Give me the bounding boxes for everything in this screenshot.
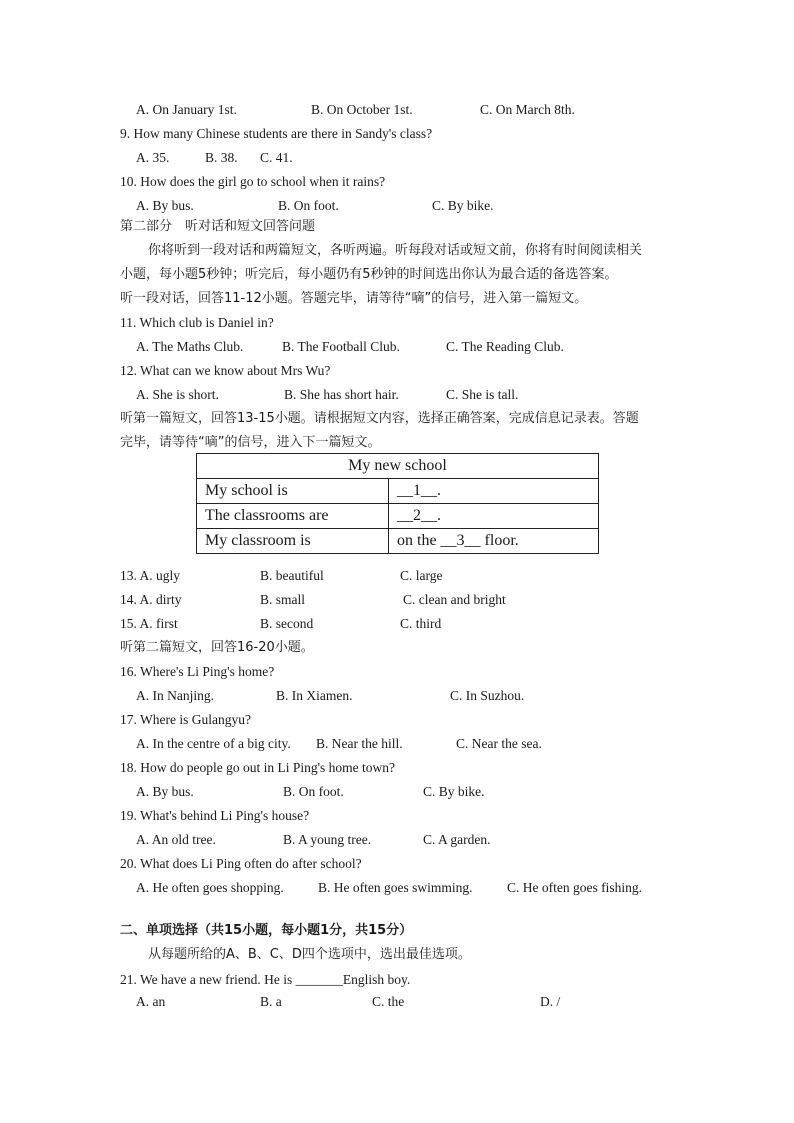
q16-option-a: A. In Nanjing. [136, 688, 214, 703]
q15-option-a: 15. A. first [120, 616, 178, 631]
q9-option-b: B. 38. [205, 150, 238, 165]
q18-question: 18. How do people go out in Li Ping's home town? [120, 760, 396, 775]
q18-option-b: B. On foot. [283, 784, 344, 799]
q16-option-c: C. In Suzhou. [450, 688, 525, 703]
q19-question: 19. What's behind Li Ping's house? [120, 808, 310, 823]
part2-instruction-line1: 你将听到一段对话和两篇短文，各听两遍。听每段对话或短文前，你将有时间阅读相关 [148, 243, 643, 258]
passage1-instruction-line2: 完毕，请等待“嘀”的信号，进入下一篇短文。 [120, 435, 381, 450]
passage2-instruction: 听第二篇短文，回答16-20小题。 [120, 640, 314, 655]
q18-option-a: A. By bus. [136, 784, 194, 799]
table-row-value: on the __3__ floor. [389, 529, 599, 554]
table-title: My new school [197, 454, 599, 479]
q9-question: 9. How many Chinese students are there in Sandy's class? [120, 126, 433, 141]
table-row-label: The classrooms are [197, 504, 389, 529]
q15-option-c: C. third [400, 616, 442, 631]
q9-option-a: A. 35. [136, 150, 170, 165]
q14-option-c: C. clean and bright [403, 592, 506, 607]
q12-option-b: B. She has short hair. [284, 387, 399, 402]
q10-option-b: B. On foot. [278, 198, 339, 213]
q12-option-a: A. She is short. [136, 387, 219, 402]
table-row-value: __2__. [389, 504, 599, 529]
q20-question: 20. What does Li Ping often do after school? [120, 856, 362, 871]
info-record-table [196, 453, 599, 554]
q19-option-c: C. A garden. [423, 832, 491, 847]
q20-option-b: B. He often goes swimming. [318, 880, 473, 895]
table-row [197, 529, 599, 554]
q14-option-b: B. small [260, 592, 306, 607]
q21-option-b: B. a [260, 994, 282, 1009]
q12-option-c: C. She is tall. [446, 387, 519, 402]
q21-option-c: C. the [372, 994, 405, 1009]
q9-option-c: C. 41. [260, 150, 293, 165]
q15-option-b: B. second [260, 616, 314, 631]
q13-option-c: C. large [400, 568, 443, 583]
q11-option-b: B. The Football Club. [282, 339, 400, 354]
q18-option-c: C. By bike. [423, 784, 485, 799]
q20-option-c: C. He often goes fishing. [507, 880, 642, 895]
q13-option-a: 13. A. ugly [120, 568, 181, 583]
q16-option-b: B. In Xiamen. [276, 688, 353, 703]
q11-question: 11. Which club is Daniel in? [120, 315, 274, 330]
q11-option-a: A. The Maths Club. [136, 339, 244, 354]
q14-option-a: 14. A. dirty [120, 592, 182, 607]
q16-question: 16. Where's Li Ping's home? [120, 664, 275, 679]
section2-title: 二、单项选择（共15小题，每小题1分，共15分） [120, 923, 413, 938]
table-row-label: My classroom is [197, 529, 389, 554]
q11-option-c: C. The Reading Club. [446, 339, 564, 354]
q19-option-a: A. An old tree. [136, 832, 216, 847]
part2-instruction-line2: 小题，每小题5秒钟；听完后，每小题仍有5秒钟的时间选出你认为最合适的备选答案。 [120, 267, 618, 282]
q17-question: 17. Where is Gulangyu? [120, 712, 251, 727]
q8-option-b: B. On October 1st. [311, 102, 413, 117]
q19-option-b: B. A young tree. [283, 832, 372, 847]
q17-option-a: A. In the centre of a big city. [136, 736, 291, 751]
part2-title: 第二部分 听对话和短文回答问题 [120, 219, 316, 234]
q13-option-b: B. beautiful [260, 568, 324, 583]
q21-option-d: D. / [540, 994, 561, 1009]
table-row [197, 504, 599, 529]
q12-question: 12. What can we know about Mrs Wu? [120, 363, 331, 378]
q17-option-c: C. Near the sea. [456, 736, 542, 751]
table-row-label: My school is [197, 479, 389, 504]
q21-option-a: A. an [136, 994, 166, 1009]
q20-option-a: A. He often goes shopping. [136, 880, 284, 895]
section2-instruction: 从每题所给的A、B、C、D四个选项中，选出最佳选项。 [148, 947, 471, 962]
q10-option-a: A. By bus. [136, 198, 194, 213]
q8-option-c: C. On March 8th. [480, 102, 575, 117]
q21-question: 21. We have a new friend. He is _______English boy. [120, 972, 411, 987]
q10-question: 10. How does the girl go to school when it rains? [120, 174, 386, 189]
q17-option-b: B. Near the hill. [316, 736, 403, 751]
dialog-instruction: 听一段对话，回答11-12小题。答题完毕，请等待“嘀”的信号，进入第一篇短文。 [120, 291, 588, 306]
q8-option-a: A. On January 1st. [136, 102, 237, 117]
q10-option-c: C. By bike. [432, 198, 494, 213]
passage1-instruction-line1: 听第一篇短文，回答13-15小题。请根据短文内容，选择正确答案，完成信息记录表。答题 [120, 411, 639, 426]
table-row-value: __1__. [389, 479, 599, 504]
table-row [197, 479, 599, 504]
